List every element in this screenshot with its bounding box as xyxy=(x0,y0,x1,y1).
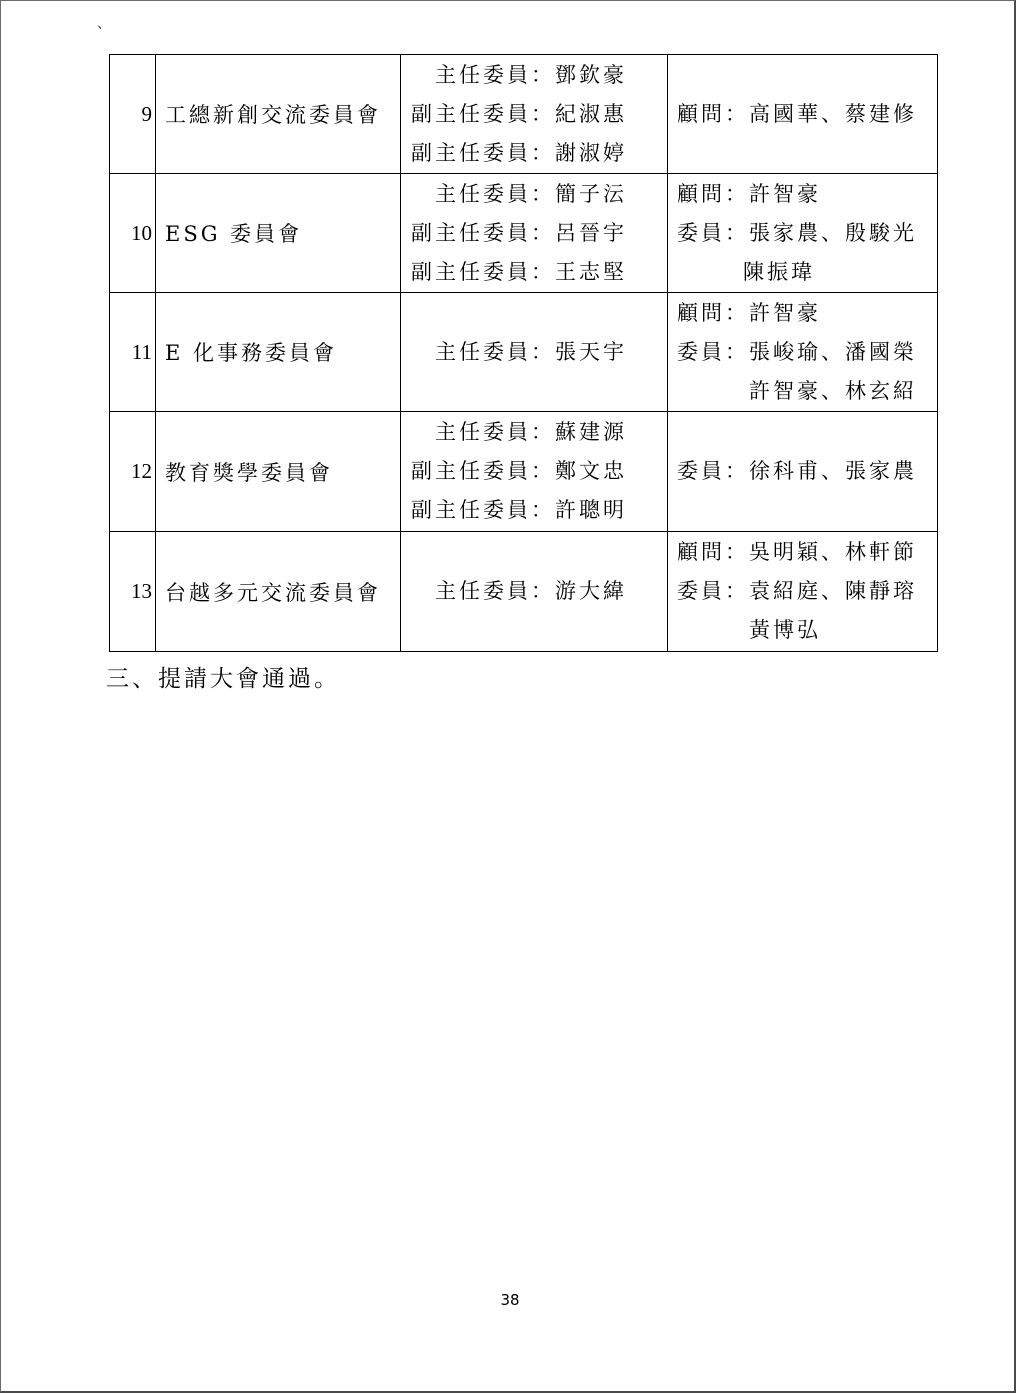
committee-name: ESG 委員會 xyxy=(156,174,401,293)
member-line: 顧問：許智豪 xyxy=(677,181,821,206)
member-cell xyxy=(668,412,938,532)
chair-line: 副主任委員：鄭文忠 xyxy=(411,459,627,483)
member-line: 陳振瑋 xyxy=(743,259,815,284)
chair-line: 副主任委員：紀淑惠 xyxy=(411,101,627,126)
table-row xyxy=(110,412,938,532)
member-line: 黃博弘 xyxy=(749,618,821,642)
closing-statement: 三、提請大會通過。 xyxy=(106,666,340,692)
member-cell xyxy=(668,174,938,293)
chair-line: 副主任委員：許聰明 xyxy=(411,498,627,522)
table-row xyxy=(110,293,938,412)
committee-table xyxy=(109,54,938,652)
committee-name: 教育獎學委員會 xyxy=(156,412,401,532)
chair-line: 主任委員：鄧欽豪 xyxy=(435,62,627,87)
row-number: 12 xyxy=(110,412,156,532)
row-number: 10 xyxy=(110,174,156,293)
row-number: 13 xyxy=(110,532,156,652)
chair-line: 主任委員：蘇建源 xyxy=(435,420,627,444)
committee-name: 工總新創交流委員會 xyxy=(156,55,401,174)
chair-line: 副主任委員：謝淑婷 xyxy=(411,140,627,165)
chair-line: 主任委員：張天宇 xyxy=(435,339,627,364)
member-line: 許智豪、林玄紹 xyxy=(749,378,917,403)
member-cell xyxy=(668,293,938,412)
member-line: 委員：徐科甫、張家農 xyxy=(677,459,917,483)
chair-line: 主任委員：游大緯 xyxy=(435,579,627,603)
row-number: 11 xyxy=(110,293,156,412)
stray-mark: 、 xyxy=(97,16,111,32)
chair-cell xyxy=(401,293,668,412)
chair-line: 副主任委員：呂晉宇 xyxy=(411,220,627,245)
member-line: 委員：張峻瑜、潘國榮 xyxy=(677,339,917,364)
chair-cell xyxy=(401,532,668,652)
member-line: 委員：張家農、殷駿光 xyxy=(677,220,917,245)
member-line: 委員：袁紹庭、陳靜瑢 xyxy=(677,579,917,603)
chair-cell xyxy=(401,412,668,532)
member-cell xyxy=(668,532,938,652)
member-line: 顧問：許智豪 xyxy=(677,300,821,325)
table-row xyxy=(110,55,938,174)
committee-name: 台越多元交流委員會 xyxy=(156,532,401,652)
committee-name: E 化事務委員會 xyxy=(156,293,401,412)
chair-line: 副主任委員：王志堅 xyxy=(411,259,627,284)
chair-line: 主任委員：簡子沄 xyxy=(435,181,627,206)
page-number: 38 xyxy=(500,1291,520,1309)
table-row xyxy=(110,532,938,652)
member-cell xyxy=(668,55,938,174)
row-number: 9 xyxy=(110,55,156,174)
chair-cell xyxy=(401,174,668,293)
chair-cell xyxy=(401,55,668,174)
member-line: 顧問：高國華、蔡建修 xyxy=(677,101,917,126)
member-line: 顧問：吳明穎、林軒節 xyxy=(677,540,917,564)
table-row xyxy=(110,174,938,293)
